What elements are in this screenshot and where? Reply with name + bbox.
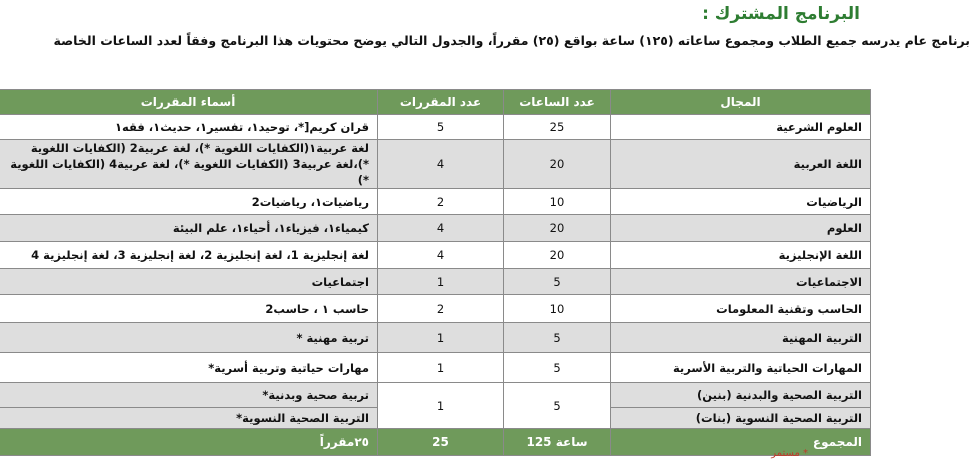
field-cell: العلوم bbox=[611, 215, 871, 242]
table-row bbox=[0, 383, 871, 408]
field-cell: اللغة الإنجليزية bbox=[611, 242, 871, 269]
count-cell: 1 bbox=[378, 269, 504, 295]
field-cell: الرياضيات bbox=[611, 189, 871, 215]
header-count: عدد المقررات bbox=[378, 90, 504, 115]
course-names-cell: مهارات حياتية وتربية أسرية* bbox=[0, 353, 378, 383]
hours-cell: 10 bbox=[504, 295, 611, 323]
course-names-cell: كيمياء١، فيزياء١، أحياء١، علم البيئة bbox=[0, 215, 378, 242]
footer-note: * مستمر bbox=[771, 448, 808, 459]
course-names-cell: تربية مهنية * bbox=[0, 323, 378, 353]
course-names-cell: حاسب ١ ، حاسب2 bbox=[0, 295, 378, 323]
field-cell: المهارات الحياتية والتربية الأسرية bbox=[611, 353, 871, 383]
table-row bbox=[0, 140, 871, 189]
header-field: المجال bbox=[611, 90, 871, 115]
intro-paragraph: برنامج عام يدرسه جميع الطلاب ومجموع ساعاته (١٢٥) ساعة بواقع (٢٥) مقرراً، والجدول التالي يوضح محتويات هذا البرنامج وفقاً لعدد الساعات الخاصة bbox=[53, 33, 970, 48]
count-cell: 1 bbox=[378, 353, 504, 383]
table-row bbox=[0, 269, 871, 295]
field-cell: الاجتماعيات bbox=[611, 269, 871, 295]
table-row bbox=[0, 323, 871, 353]
course-names-cell: اجتماعيات bbox=[0, 269, 378, 295]
total-hours: 125 ساعة bbox=[504, 429, 611, 456]
field-cell: التربية الصحية النسوية (بنات) bbox=[611, 408, 871, 429]
table-row bbox=[0, 115, 871, 140]
hours-cell: 5 bbox=[504, 323, 611, 353]
count-cell: 2 bbox=[378, 295, 504, 323]
course-names-cell: التربية الصحية النسوية* bbox=[0, 408, 378, 429]
count-cell: 1 bbox=[378, 323, 504, 353]
hours-cell: 20 bbox=[504, 140, 611, 189]
table-row bbox=[0, 189, 871, 215]
hours-cell: 5 bbox=[504, 383, 611, 429]
field-cell: التربية المهنية bbox=[611, 323, 871, 353]
course-names-cell: لغة عربية١(الكفايات اللغوية *)، لغة عربية2 (الكفايات اللغوية *)،لغة عربية3 (الكفايات اللغوية *)، لغة عربية4 (الكفايات اللغوية *) bbox=[0, 140, 378, 189]
count-cell: 4 bbox=[378, 242, 504, 269]
course-names-cell: لغة إنجليزية 1، لغة إنجليزية 2، لغة إنجليزية 3، لغة إنجليزية 4 bbox=[0, 242, 378, 269]
courses-table bbox=[0, 89, 871, 456]
table-row bbox=[0, 353, 871, 383]
field-cell: العلوم الشرعية bbox=[611, 115, 871, 140]
table-header-row bbox=[0, 90, 871, 115]
hours-cell: 5 bbox=[504, 353, 611, 383]
hours-cell: 25 bbox=[504, 115, 611, 140]
table-row bbox=[0, 242, 871, 269]
table-row bbox=[0, 295, 871, 323]
count-cell: 1 bbox=[378, 383, 504, 429]
total-names: ٢٥مقرراً bbox=[0, 429, 378, 456]
field-cell: اللغة العربية bbox=[611, 140, 871, 189]
count-cell: 2 bbox=[378, 189, 504, 215]
count-cell: 4 bbox=[378, 140, 504, 189]
field-cell: التربية الصحية والبدنية (بنين) bbox=[611, 383, 871, 408]
header-hours: عدد الساعات bbox=[504, 90, 611, 115]
field-cell: الحاسب وتقنية المعلومات bbox=[611, 295, 871, 323]
section-heading: البرنامج المشترك : bbox=[702, 4, 860, 24]
total-count: 25 bbox=[378, 429, 504, 456]
count-cell: 4 bbox=[378, 215, 504, 242]
hours-cell: 20 bbox=[504, 242, 611, 269]
count-cell: 5 bbox=[378, 115, 504, 140]
course-names-cell: قران كريم[*، توحيد١، تفسير١، حديث١، فقه١ bbox=[0, 115, 378, 140]
course-names-cell: رياضيات١، رياضيات2 bbox=[0, 189, 378, 215]
course-names-cell: تربية صحية وبدنية* bbox=[0, 383, 378, 408]
total-label: المجموع bbox=[611, 429, 871, 456]
header-names: أسماء المقررات bbox=[0, 90, 378, 115]
hours-cell: 10 bbox=[504, 189, 611, 215]
total-row bbox=[0, 429, 871, 456]
hours-cell: 20 bbox=[504, 215, 611, 242]
hours-cell: 5 bbox=[504, 269, 611, 295]
table-row bbox=[0, 215, 871, 242]
